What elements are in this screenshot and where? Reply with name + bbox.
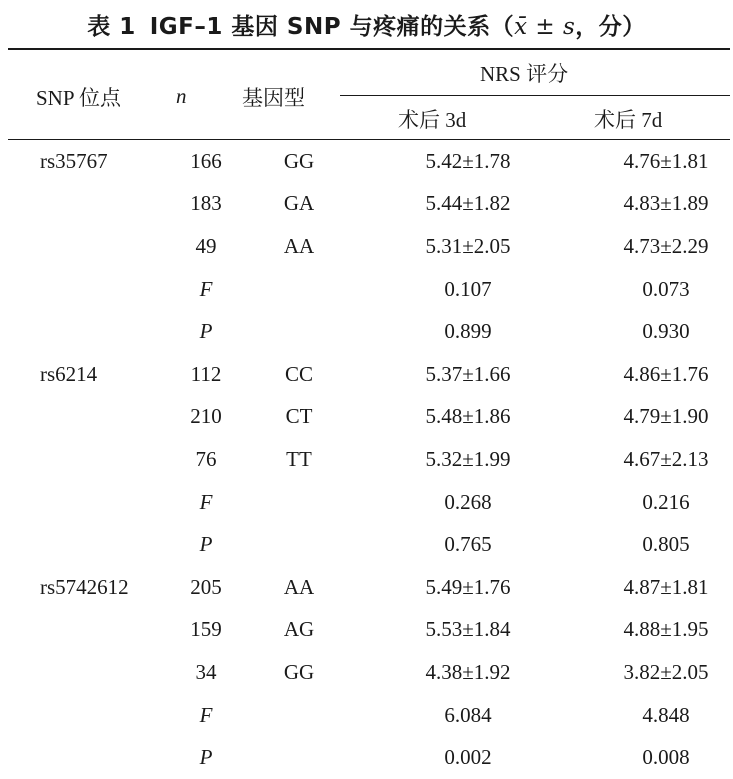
- cell-day7: 4.88±1.95: [623, 617, 709, 642]
- table-row: [8, 481, 733, 524]
- cell-day3: 0.765: [444, 532, 492, 557]
- cell-genotype: [232, 310, 366, 353]
- table-row: [8, 140, 733, 183]
- table-row: [8, 736, 733, 779]
- cell-day7: 4.79±1.90: [623, 404, 709, 429]
- cell-genotype: [232, 268, 366, 311]
- cell-day7: 0.008: [642, 745, 690, 770]
- cell-day7: 3.82±2.05: [623, 659, 709, 684]
- cell-n: 34: [195, 659, 217, 684]
- cell-snp: [8, 268, 180, 311]
- header-snp: SNP 位点: [36, 86, 121, 110]
- cell-snp: [8, 183, 180, 226]
- cell-day3: 5.53±1.84: [425, 617, 511, 642]
- table-row: [8, 183, 733, 226]
- cell-snp: [8, 310, 180, 353]
- cell-n: 166: [190, 148, 222, 173]
- cell-day3: 0.107: [444, 276, 492, 301]
- header-genotype: 基因型: [242, 86, 305, 110]
- table-row: [8, 225, 733, 268]
- cell-day3: 0.899: [444, 319, 492, 344]
- cell-day3: 4.38±1.92: [425, 659, 511, 684]
- header-nrs: NRS 评分: [480, 62, 569, 86]
- table-row: [8, 268, 733, 311]
- cell-genotype: [232, 736, 366, 779]
- cell-snp: [8, 651, 180, 694]
- cell-genotype: CC: [284, 361, 313, 386]
- cell-snp: [8, 438, 180, 481]
- table-row: [8, 523, 733, 566]
- cell-day7: 4.67±2.13: [623, 446, 709, 471]
- cell-genotype: CT: [285, 404, 313, 429]
- results-table-body: [8, 140, 733, 779]
- cell-day3: 5.37±1.66: [425, 361, 511, 386]
- top-rule: [8, 48, 730, 50]
- table-row: [8, 353, 733, 396]
- cell-day7: 0.930: [642, 319, 690, 344]
- table-number: 表 1: [87, 14, 136, 40]
- cell-n: F: [199, 702, 213, 727]
- cell-genotype: GA: [283, 191, 315, 216]
- cell-genotype: AA: [283, 574, 315, 599]
- cell-n: 49: [195, 233, 217, 258]
- cell-day7: 0.073: [642, 276, 690, 301]
- cell-n: 76: [195, 446, 217, 471]
- cell-snp: [8, 481, 180, 524]
- results-table: [8, 140, 733, 779]
- cell-genotype: GG: [283, 148, 315, 173]
- cell-n: P: [199, 532, 213, 557]
- table-row: [8, 438, 733, 481]
- cell-day3: 5.31±2.05: [425, 233, 511, 258]
- cell-snp: [8, 694, 180, 737]
- header-day3: 术后 3d: [398, 108, 467, 132]
- cell-n: P: [199, 745, 213, 770]
- cell-snp: rs6214: [40, 361, 98, 386]
- cell-day3: 0.002: [444, 745, 492, 770]
- cell-day3: 5.48±1.86: [425, 404, 511, 429]
- cell-n: F: [199, 276, 213, 301]
- cell-day7: 4.73±2.29: [623, 233, 709, 258]
- cell-day3: 5.44±1.82: [425, 191, 511, 216]
- cell-genotype: AA: [283, 233, 315, 258]
- table-unit: ，分）: [575, 14, 646, 40]
- cell-day3: 5.32±1.99: [425, 446, 511, 471]
- cell-n: F: [199, 489, 213, 514]
- cell-day7: 4.86±1.76: [623, 361, 709, 386]
- cell-snp: rs5742612: [40, 574, 129, 599]
- table-row: [8, 609, 733, 652]
- cell-day7: 4.87±1.81: [623, 574, 709, 599]
- cell-snp: [8, 736, 180, 779]
- cell-snp: [8, 225, 180, 268]
- table-row: [8, 694, 733, 737]
- cell-n: 183: [190, 191, 222, 216]
- cell-snp: rs35767: [40, 148, 108, 173]
- header-n: n: [176, 84, 187, 108]
- cell-snp: [8, 523, 180, 566]
- cell-snp: [8, 396, 180, 439]
- cell-day7: 4.83±1.89: [623, 191, 709, 216]
- cell-genotype: AG: [283, 617, 315, 642]
- table-caption: [0, 8, 733, 41]
- cell-genotype: TT: [286, 446, 312, 471]
- cell-n: 210: [190, 404, 222, 429]
- cell-day3: 6.084: [444, 702, 492, 727]
- cell-n: 159: [190, 617, 222, 642]
- cell-day3: 5.42±1.78: [425, 148, 511, 173]
- table-row: [8, 396, 733, 439]
- nrs-group-rule: [340, 95, 730, 96]
- table-row: [8, 310, 733, 353]
- cell-genotype: [232, 523, 366, 566]
- cell-genotype: [232, 481, 366, 524]
- cell-day7: 0.216: [642, 489, 690, 514]
- table-row: [8, 651, 733, 694]
- cell-day7: 0.805: [642, 532, 690, 557]
- cell-n: P: [199, 319, 213, 344]
- cell-day7: 4.76±1.81: [623, 148, 709, 173]
- table-row: [8, 566, 733, 609]
- cell-day3: 0.268: [444, 489, 492, 514]
- cell-day7: 4.848: [642, 702, 690, 727]
- cell-n: 112: [190, 361, 222, 386]
- cell-snp: [8, 609, 180, 652]
- header-day7: 术后 7d: [594, 108, 663, 132]
- cell-genotype: GG: [283, 659, 315, 684]
- cell-day3: 5.49±1.76: [425, 574, 511, 599]
- table-title: IGF–1 基因 SNP 与疼痛的关系（: [149, 14, 515, 40]
- cell-n: 205: [190, 574, 222, 599]
- cell-genotype: [232, 694, 366, 737]
- stat-notation: x̄ ± s: [514, 14, 576, 40]
